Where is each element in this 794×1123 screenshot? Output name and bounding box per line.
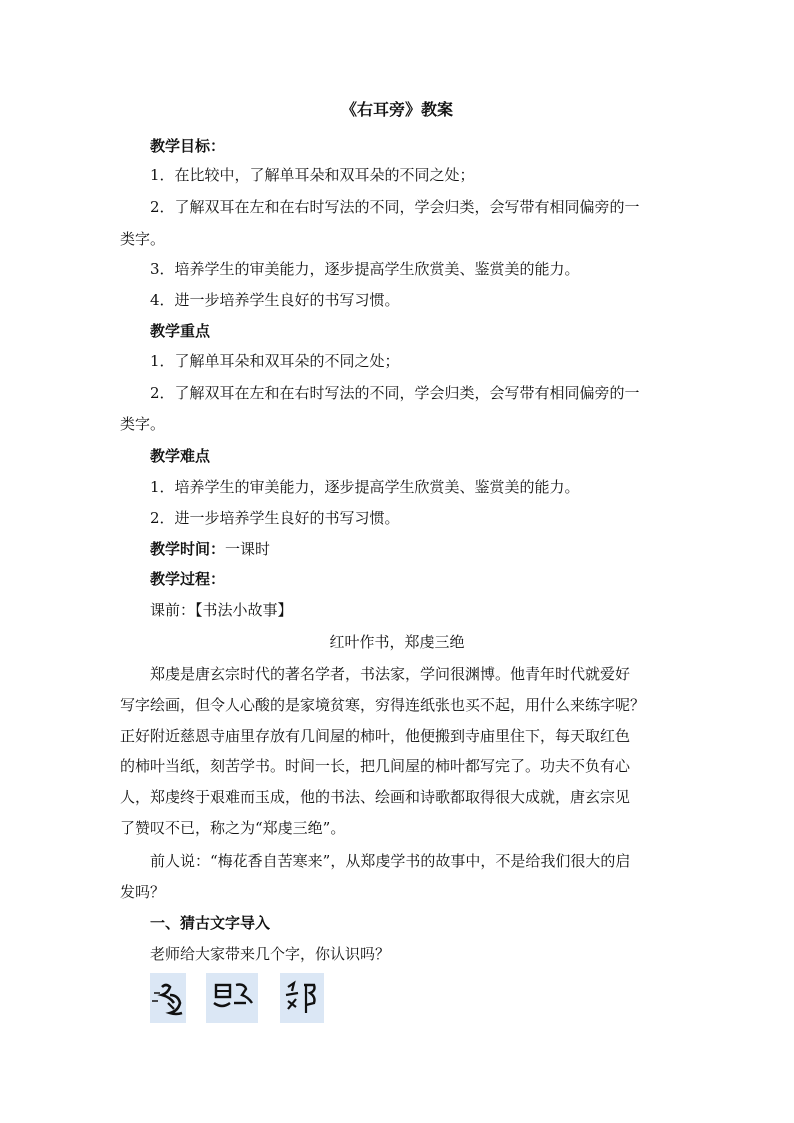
goal-item-1: 1．在比较中，了解单耳朵和双耳朵的不同之处； xyxy=(150,166,475,184)
teaching-time-label: 教学时间： xyxy=(150,540,226,558)
section1-heading: 一、猜古文字导入 xyxy=(150,914,271,932)
goals-heading: 教学目标： xyxy=(150,137,226,155)
quote-line-2: 发吗？ xyxy=(120,883,166,901)
goal-item-4: 4．进一步培养学生良好的书写习惯。 xyxy=(150,291,400,309)
document-title: 《右耳旁》教案 xyxy=(340,100,453,119)
quote-line-1: 前人说：“梅花香自苦寒来”，从郑虔学书的故事中，不是给我们很大的启 xyxy=(150,852,631,870)
story-line-5: 人，郑虔终于艰难而玉成，他的书法、绘画和诗歌都取得很大成就，唐玄宗见 xyxy=(120,788,631,806)
ancient-character-3 xyxy=(280,973,324,1023)
goal-item-3: 3．培养学生的审美能力，逐步提高学生欣赏美、鉴赏美的能力。 xyxy=(150,260,580,278)
story-title: 红叶作书，郑虔三绝 xyxy=(329,633,465,651)
process-heading: 教学过程： xyxy=(150,570,226,588)
story-line-1: 郑虔是唐玄宗时代的著名学者，书法家，学问很渊博。他青年时代就爱好 xyxy=(150,665,631,683)
teaching-time xyxy=(150,538,270,560)
story-line-4: 的柿叶当纸，刻苦学书。时间一长，把几间屋的柿叶都写完了。功夫不负有心 xyxy=(120,757,631,775)
difficulties-heading: 教学难点 xyxy=(150,447,211,465)
key-point-2: 2．了解双耳在左和在右时写法的不同，学会归类，会写带有相同偏旁的一 xyxy=(150,384,640,402)
key-point-1: 1．了解单耳朵和双耳朵的不同之处； xyxy=(150,352,400,370)
goal-item-2: 2．了解双耳在左和在右时写法的不同，学会归类，会写带有相同偏旁的一 xyxy=(150,198,640,216)
ancient-character-2 xyxy=(206,973,258,1023)
difficulty-1: 1．培养学生的审美能力，逐步提高学生欣赏美、鉴赏美的能力。 xyxy=(150,478,580,496)
key-point-2-cont: 类字。 xyxy=(120,415,166,433)
difficulty-2: 2．进一步培养学生良好的书写习惯。 xyxy=(150,509,400,527)
story-line-3: 正好附近慈恩寺庙里存放有几间屋的柿叶，他便搬到寺庙里住下，每天取红色 xyxy=(120,727,631,745)
story-line-2: 写字绘画，但令人心酸的是家境贫寒，穷得连纸张也买不起，用什么来练字呢？ xyxy=(120,696,646,714)
pre-class-label: 课前：【书法小故事】 xyxy=(150,601,293,619)
teaching-time-value: 一课时 xyxy=(225,540,271,558)
ancient-characters xyxy=(150,973,350,1025)
goal-item-2-cont: 类字。 xyxy=(120,230,166,248)
ancient-character-1 xyxy=(150,973,186,1023)
section1-text: 老师给大家带来几个字，你认识吗？ xyxy=(150,945,391,963)
story-line-6: 了赞叹不已，称之为“郑虔三绝”。 xyxy=(120,819,346,837)
key-points-heading: 教学重点 xyxy=(150,322,211,340)
